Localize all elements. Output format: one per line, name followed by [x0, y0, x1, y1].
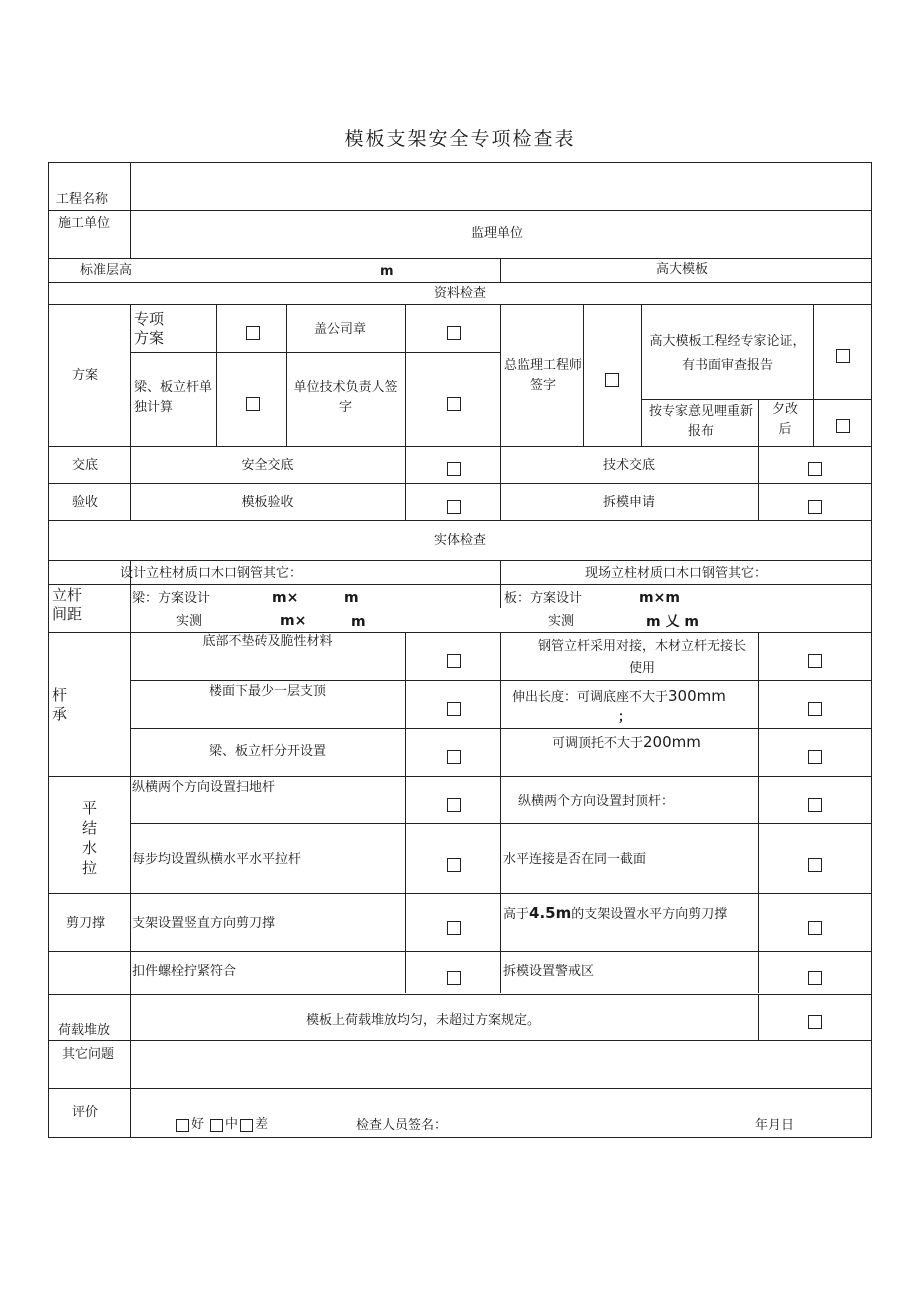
horizontal-tie-label: 平 结 水 拉 — [82, 799, 98, 877]
beam-slab-calc-checkbox[interactable] — [246, 397, 260, 411]
col-divider — [130, 162, 131, 258]
beam-actual-label: 实测 — [176, 614, 203, 629]
formwork-acceptance-label: 模板验收 — [241, 495, 294, 510]
row-divider — [48, 304, 872, 305]
extension-length-checkbox[interactable] — [808, 702, 822, 716]
acceptance-label: 验收 — [72, 495, 99, 510]
evaluation-poor-label: 差 — [255, 1117, 269, 1132]
floor-height-unit: m — [380, 264, 394, 279]
revise-after-label: 夕改 后 — [771, 402, 798, 437]
company-seal-label: 盖公司章 — [314, 322, 367, 337]
beam-actual-unit: m× — [280, 613, 307, 629]
bearing-label: 杆 承 — [52, 686, 68, 723]
supervision-unit-label: 监理单位 — [471, 226, 524, 241]
col-divider — [405, 304, 406, 520]
inspection-table — [48, 162, 872, 1138]
evaluation-good-label: 好 — [191, 1117, 205, 1132]
row-divider — [48, 520, 872, 521]
row-divider — [48, 994, 872, 995]
table-border-left — [48, 162, 49, 1138]
bolt-tight-label: 扣件螺栓拧紧符合 — [132, 964, 237, 979]
col-divider — [216, 304, 217, 446]
support-below-label: 楼面下最少一层支顶 — [208, 684, 326, 699]
horizontal-brace-post: 的支架设置水平方向剪刀撑 — [571, 907, 728, 922]
special-plan-label: 专项 方案 — [134, 310, 165, 347]
col-divider — [500, 258, 501, 282]
row-divider — [48, 446, 872, 447]
load-stacking-label: 荷载堆放 — [58, 1023, 111, 1038]
table-border-right — [871, 162, 872, 1138]
beam-actual-unit2: m — [351, 614, 366, 630]
each-step-rod-checkbox[interactable] — [447, 858, 461, 872]
standard-floor-height-label: 标准层高 — [80, 263, 133, 278]
each-step-rod-label: 每步均设置纵横水平水平拉杆 — [132, 852, 302, 867]
removal-application-label: 拆模申请 — [602, 495, 655, 510]
plan-label: 方案 — [72, 368, 99, 383]
row-divider — [48, 1040, 872, 1041]
removal-application-checkbox[interactable] — [808, 500, 822, 514]
extension-end: ； — [618, 710, 632, 725]
company-seal-checkbox[interactable] — [447, 326, 461, 340]
no-brick-base-label: 底部不垫砖及脆性材料 — [202, 634, 333, 649]
col-divider — [500, 304, 501, 520]
column-spacing-label: 立杆 间距 — [52, 586, 83, 623]
col-divider — [500, 632, 501, 993]
inspector-signature-label: 检查人员签名： — [356, 1118, 448, 1133]
col-divider — [758, 399, 759, 446]
removal-warning-checkbox[interactable] — [808, 971, 822, 985]
row-divider — [130, 680, 872, 681]
physical-check-title: 实体检查 — [433, 533, 486, 548]
extension-length — [512, 686, 726, 708]
vertical-brace-checkbox[interactable] — [447, 921, 461, 935]
col-divider — [641, 304, 642, 446]
design-column-material: 设计立柱材质口木口钢管其它： — [120, 566, 303, 581]
sweep-rod-label: 纵横两个方向设置扫地杆 — [132, 780, 276, 795]
no-brick-base-checkbox[interactable] — [447, 654, 461, 668]
technical-briefing-label: 技术交底 — [602, 458, 655, 473]
technical-briefing-checkbox[interactable] — [808, 462, 822, 476]
horizontal-brace-checkbox[interactable] — [808, 921, 822, 935]
table-border-bottom — [48, 1137, 872, 1138]
col-divider — [758, 632, 759, 993]
expert-revise-label: 按专家意见哩重新报布 — [648, 404, 753, 439]
table-border-top — [48, 162, 872, 163]
top-support-limit — [552, 732, 701, 754]
evaluation-medium-checkbox[interactable] — [210, 1119, 223, 1132]
separate-setting-checkbox[interactable] — [447, 750, 461, 764]
row-divider — [48, 282, 872, 283]
beam-design-unit2: m — [344, 590, 359, 606]
same-section-checkbox[interactable] — [808, 858, 822, 872]
scissor-brace-label: 剪刀撑 — [66, 916, 106, 931]
sweep-rod-checkbox[interactable] — [447, 798, 461, 812]
horizontal-brace-pre: 高于 — [503, 907, 530, 922]
evaluation-label: 评价 — [72, 1105, 99, 1120]
briefing-label: 交底 — [72, 458, 99, 473]
document-check-title: 资料检查 — [433, 286, 486, 301]
date-label: 年月日 — [755, 1118, 795, 1133]
row-divider — [48, 560, 872, 561]
slab-design-label: 板：方案设计 — [504, 591, 583, 606]
col-divider — [130, 304, 131, 520]
slab-design-unit: m×m — [639, 590, 680, 606]
extension-value: 300mm — [668, 687, 726, 705]
safety-briefing-checkbox[interactable] — [447, 462, 461, 476]
load-stacking-checkbox[interactable] — [808, 1015, 822, 1029]
row-divider — [48, 951, 872, 952]
col-divider — [405, 632, 406, 993]
site-column-material: 现场立柱材质口木口钢管其它： — [585, 566, 768, 581]
expert-review-checkbox[interactable] — [836, 349, 850, 363]
horizontal-brace-value: 4.5m — [529, 904, 572, 922]
same-section-label: 水平连接是否在同一截面 — [503, 852, 647, 867]
construction-unit-label: 施工单位 — [58, 216, 111, 231]
steel-butt-joint-label: 钢管立杆采用对接，木材立杆无接长使用 — [537, 639, 746, 676]
safety-briefing-label: 安全交底 — [241, 458, 294, 473]
chief-supervisor-sign-checkbox[interactable] — [605, 373, 619, 387]
row-divider — [48, 1088, 872, 1089]
load-stacking-text: 模板上荷载堆放均匀，未超过方案规定。 — [306, 1013, 541, 1028]
formwork-acceptance-checkbox[interactable] — [447, 500, 461, 514]
row-divider — [48, 258, 872, 259]
beam-design-label: 梁：方案设计 — [132, 591, 211, 606]
slab-actual-unit: m 乂 m — [646, 614, 699, 630]
expert-revise-checkbox[interactable] — [836, 419, 850, 433]
other-issues-label: 其它问题 — [62, 1047, 115, 1062]
tech-lead-sign-checkbox[interactable] — [447, 397, 461, 411]
beam-design-unit: m× — [272, 590, 299, 606]
tech-lead-sign-label: 单位技术负责人签字 — [293, 380, 398, 415]
col-divider — [758, 994, 759, 1040]
row-divider — [641, 399, 872, 400]
special-plan-checkbox[interactable] — [246, 326, 260, 340]
row-divider — [130, 728, 872, 729]
support-below-checkbox[interactable] — [447, 702, 461, 716]
col-divider — [583, 304, 584, 446]
top-seal-rod-checkbox[interactable] — [808, 798, 822, 812]
slab-actual-label: 实测 — [548, 614, 575, 629]
top-support-checkbox[interactable] — [808, 750, 822, 764]
removal-warning-label: 拆模设置警戒区 — [503, 964, 595, 979]
top-support-prefix: 可调顶托不大于 — [552, 736, 644, 751]
row-divider — [48, 483, 872, 484]
top-seal-rod-label: 纵横两个方向设置封顶杆： — [518, 794, 675, 809]
evaluation-good-checkbox[interactable] — [176, 1119, 189, 1132]
evaluation-poor-checkbox[interactable] — [240, 1119, 253, 1132]
steel-butt-joint-checkbox[interactable] — [808, 654, 822, 668]
project-name-label: 工程名称 — [56, 192, 109, 207]
top-support-value: 200mm — [643, 733, 701, 751]
row-divider — [130, 352, 500, 353]
col-divider — [813, 304, 814, 446]
high-formwork-label: 高大模板 — [656, 262, 709, 277]
bolt-tight-checkbox[interactable] — [447, 971, 461, 985]
beam-slab-calc-label: 梁、板立杆单独计算 — [134, 380, 213, 415]
row-divider — [48, 210, 872, 211]
expert-review-label: 高大模板工程经专家论证，有书面审查报告 — [649, 334, 806, 373]
col-divider — [758, 446, 759, 520]
horizontal-brace-label — [503, 902, 757, 926]
chief-supervisor-sign-label: 总监理工程师签字 — [503, 358, 582, 393]
row-divider — [48, 584, 872, 585]
col-divider — [500, 560, 501, 608]
col-divider — [286, 304, 287, 446]
page-title: 模板支架安全专项检查表 — [344, 128, 576, 150]
row-divider — [48, 776, 872, 777]
row-divider — [48, 893, 872, 894]
separate-setting-label: 梁、板立杆分开设置 — [208, 744, 326, 759]
extension-prefix: 伸出长度：可调底座不大于 — [512, 690, 669, 705]
vertical-brace-label: 支架设置竖直方向剪刀撑 — [132, 916, 276, 931]
row-divider — [130, 823, 872, 824]
evaluation-medium-label: 中 — [225, 1117, 239, 1132]
